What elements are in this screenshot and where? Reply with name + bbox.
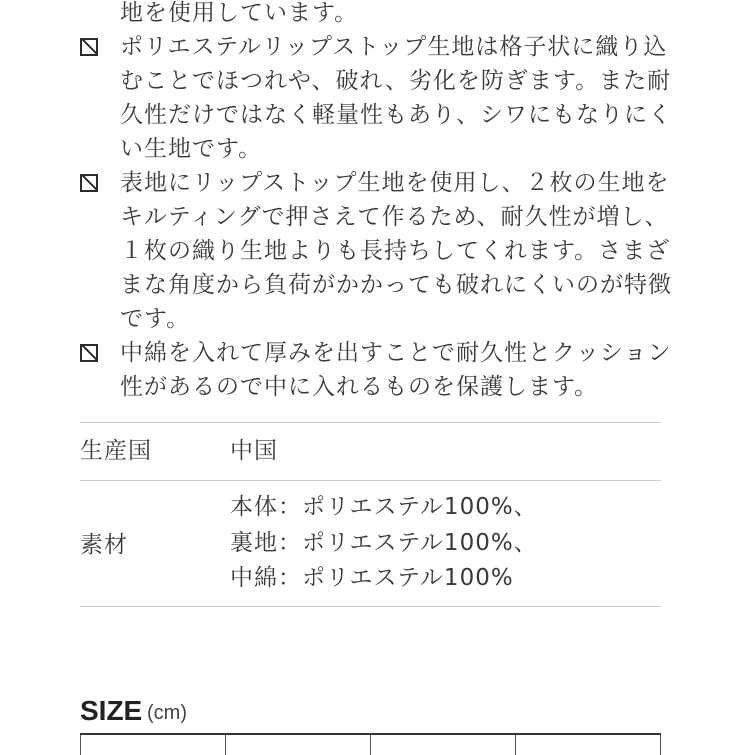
spec-label-origin: 生産国 (80, 438, 152, 464)
spec-value-origin: 中国 (230, 438, 278, 464)
bullet-line: むことでほつれや、破れ、劣化を防ぎます。また耐 (120, 68, 672, 94)
bullet-line: まな角度から負荷がかかっても破れにくいのが特徴 (120, 272, 672, 298)
feature-bullet-quilting (80, 166, 670, 336)
spec-value-material-body: 本体：ポリエステル100%、 (230, 494, 538, 520)
bullet-line: １枚の織り生地よりも長持ちしてくれます。さまざ (120, 238, 671, 264)
size-table-border (660, 735, 661, 755)
size-table-border (225, 735, 226, 755)
checkbox-slash-icon (80, 38, 98, 56)
checkbox-slash-icon (80, 344, 98, 362)
spec-label-material: 素材 (80, 532, 128, 558)
spec-divider (80, 606, 661, 607)
spec-value-material-lining: 裏地：ポリエステル100%、 (230, 530, 538, 556)
bullet-line: ポリエステルリップストップ生地は格子状に織り込 (120, 34, 668, 60)
description-continuation: 地を使用しています。 (120, 0, 359, 26)
bullet-line: い生地です。 (120, 136, 263, 162)
size-table-border (80, 735, 81, 755)
spec-divider (80, 422, 661, 423)
bullet-line: です。 (120, 306, 191, 332)
bullet-line: 性があるので中に入れるものを保護します。 (120, 374, 599, 400)
spec-value-material-padding: 中綿：ポリエステル100% (230, 565, 514, 591)
bullet-line: 表地にリップストップ生地を使用し、２枚の生地を (120, 170, 670, 196)
bullet-line: 久性だけではなく軽量性もあり、シワにもなりにく (120, 102, 672, 128)
size-table-border (515, 735, 516, 755)
size-heading: SIZE (80, 695, 143, 726)
bullet-line: キルティングで押さえて作るため、耐久性が増し、 (120, 204, 669, 230)
checkbox-slash-icon (80, 174, 98, 192)
spec-divider (80, 480, 661, 481)
feature-bullet-ripstop (80, 30, 670, 166)
size-table-border (370, 735, 371, 755)
bullet-line: 中綿を入れて厚みを出すことで耐久性とクッション (120, 340, 672, 366)
size-unit: (cm) (147, 702, 187, 724)
feature-bullet-padding (80, 336, 670, 404)
size-table (80, 733, 661, 755)
